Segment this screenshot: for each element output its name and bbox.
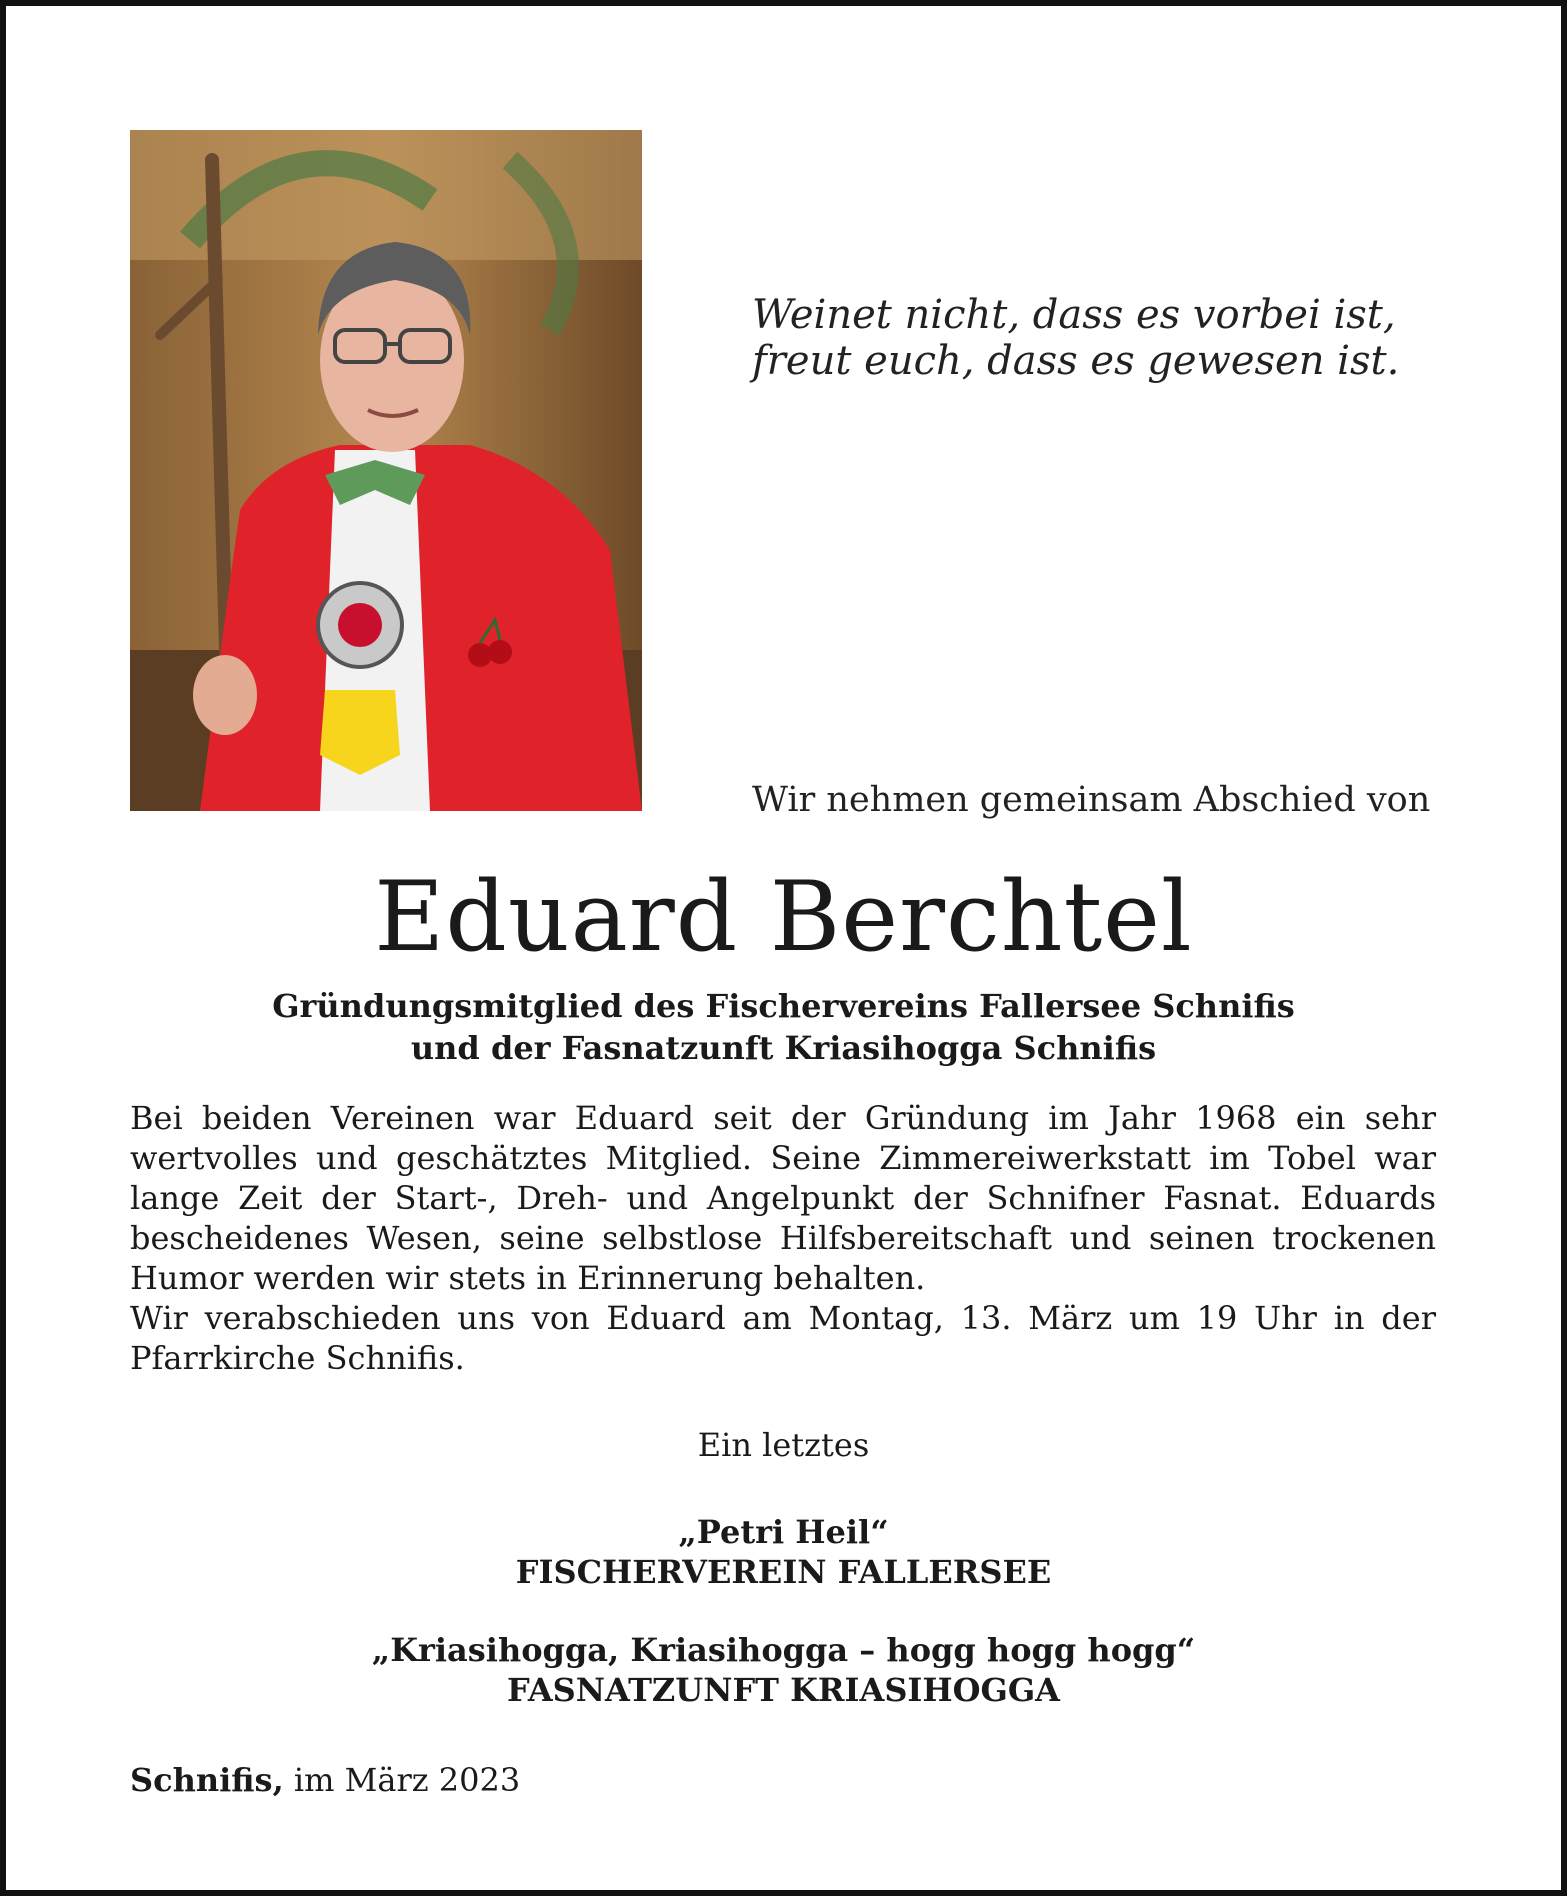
greeting-salute-2: „Kriasihogga, Kriasihogga – hogg hogg hogg“ — [371, 1631, 1196, 1669]
portrait-photo — [130, 130, 642, 811]
subtitle-line-2: und der Fasnatzunft Kriasihogga Schnifis — [410, 1029, 1157, 1067]
quote — [752, 292, 1452, 384]
body-text — [130, 1098, 1436, 1378]
quote-line-2: freut euch, dass es gewesen ist. — [752, 338, 1400, 384]
closing-line — [130, 1760, 520, 1800]
greeting-salute-1: „Petri Heil“ — [678, 1513, 889, 1551]
subtitle-line-1: Gründungsmitglied des Fischervereins Fallersee Schnifis — [272, 987, 1295, 1025]
greeting-club-2: FASNATZUNFT KRIASIHOGGA — [507, 1671, 1060, 1709]
quote-line-1: Weinet nicht, dass es vorbei ist, — [752, 292, 1396, 338]
closing-place: Schnifis, — [130, 1761, 284, 1799]
portrait-illustration — [130, 130, 642, 811]
body-paragraph-1: Bei beiden Vereinen war Eduard seit der Gründung im Jahr 1968 ein sehr wertvolles und geschätztes Mitglied. Seine Zimmereiwerkstatt im Tobel war lange Zeit der Start-, Dreh- und Angelpunkt der Schnifner Fasnat. Eduards bescheidenes Wesen, seine selbstlose Hilfsbereitschaft und seinen trockenen Humor werden wir stets in Erinnerung behalten. — [130, 1099, 1436, 1297]
greeting-club-1: FISCHERVEREIN FALLERSEE — [515, 1553, 1052, 1591]
deceased-name: Eduard Berchtel — [374, 861, 1193, 973]
farewell-intro: Ein letztes — [697, 1426, 870, 1464]
body-paragraph-2: Wir verabschieden uns von Eduard am Montag, 13. März um 19 Uhr in der Pfarrkirche Schnifis. — [130, 1299, 1436, 1377]
subtitle — [0, 985, 1567, 1069]
farewell-intro-line: Wir nehmen gemeinsam Abschied von — [752, 780, 1431, 820]
closing-date: im März 2023 — [293, 1761, 521, 1799]
